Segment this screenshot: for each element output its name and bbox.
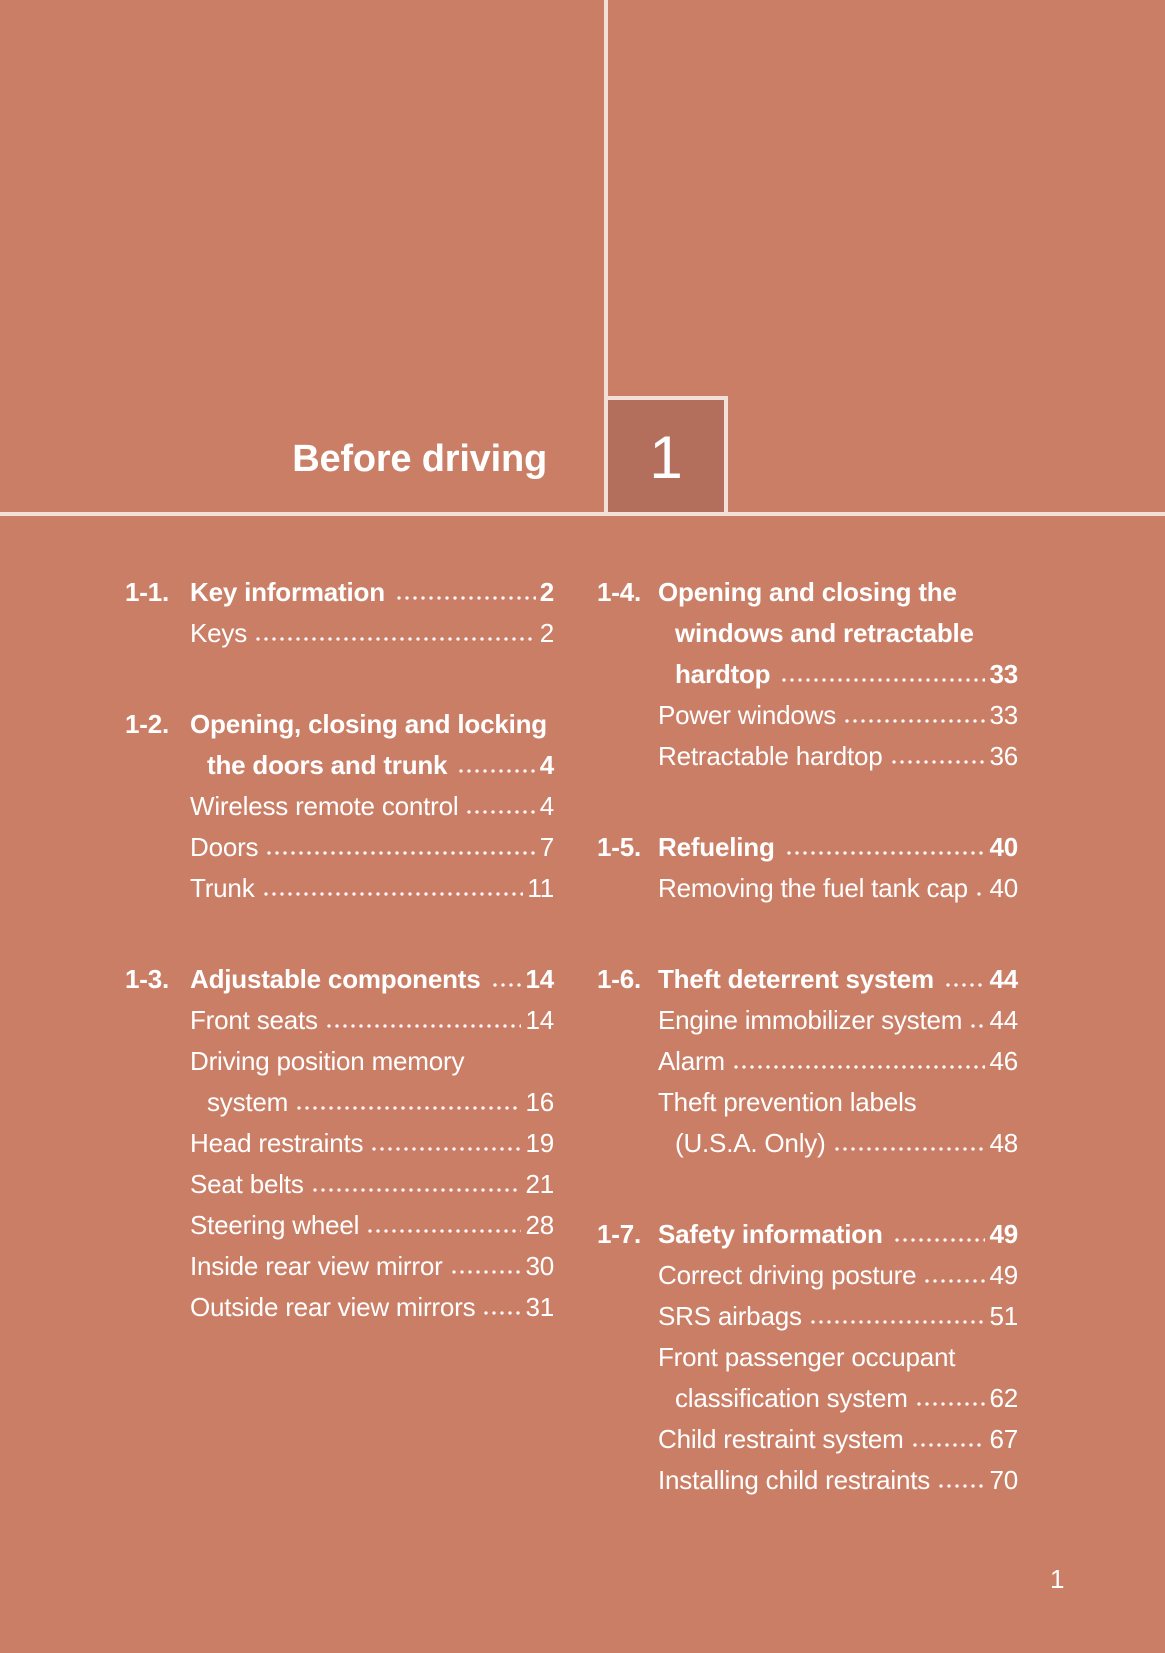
item-title-line: Steering wheel — [190, 1210, 360, 1240]
dot-leader — [923, 1278, 985, 1284]
toc-item-row — [125, 1205, 554, 1246]
toc-section — [597, 827, 1018, 909]
horizontal-rule — [0, 512, 1165, 516]
section-number: 1-3. — [125, 964, 170, 994]
page-ref: 14 — [525, 1005, 554, 1035]
section-number: 1-7. — [597, 1219, 642, 1249]
section-title-line: Opening, closing and locking — [190, 709, 547, 739]
toc-item-row — [597, 1337, 1018, 1378]
item-title-line: Installing child restraints — [658, 1465, 931, 1495]
toc-item-row — [125, 613, 554, 654]
toc-item-row — [597, 1041, 1018, 1082]
page-ref: 28 — [525, 1210, 554, 1240]
section-title-line: Refueling — [658, 832, 775, 862]
toc-heading-row — [125, 572, 554, 613]
dot-leader — [465, 809, 535, 815]
dot-leader — [809, 1319, 986, 1325]
item-title-line: Child restraint system — [658, 1424, 904, 1454]
page-ref: 36 — [989, 741, 1018, 771]
section-title-line: the doors and trunk — [207, 750, 448, 780]
toc-item-row — [597, 736, 1018, 777]
toc-item-row — [125, 868, 554, 909]
page-ref: 30 — [525, 1251, 554, 1281]
toc-heading-row — [597, 959, 1018, 1000]
item-title-line: Keys — [190, 618, 248, 648]
item-title-line: Engine immobilizer system — [658, 1005, 963, 1035]
toc-heading-row — [597, 572, 1018, 613]
section-title-line: hardtop — [675, 659, 771, 689]
toc-section — [597, 572, 1018, 777]
toc-heading-row — [597, 1214, 1018, 1255]
item-title-line: Power windows — [658, 700, 837, 730]
toc-item-row — [125, 1041, 554, 1082]
page-ref: 62 — [989, 1383, 1018, 1413]
chapter-title: Before driving — [292, 438, 547, 480]
page-ref: 40 — [989, 832, 1018, 862]
dot-leader — [295, 1105, 521, 1111]
dot-leader — [893, 1237, 986, 1243]
section-number: 1-4. — [597, 577, 642, 607]
dot-leader — [785, 850, 986, 856]
item-title-line: Front seats — [190, 1005, 318, 1035]
toc-item-row — [125, 1000, 554, 1041]
section-title-line: windows and retractable — [675, 618, 974, 648]
item-title-line: Inside rear view mirror — [190, 1251, 443, 1281]
page-ref: 49 — [989, 1260, 1018, 1290]
dot-leader — [265, 850, 535, 856]
item-title-line: system — [207, 1087, 289, 1117]
page-ref: 33 — [989, 700, 1018, 730]
item-title-line: Driving position memory — [190, 1046, 465, 1076]
dot-leader — [491, 982, 522, 988]
toc-item-row — [597, 1296, 1018, 1337]
page-ref: 44 — [989, 964, 1018, 994]
page-ref: 70 — [989, 1465, 1018, 1495]
dot-leader — [944, 982, 986, 988]
dot-leader — [311, 1187, 522, 1193]
toc-item-row — [125, 1287, 554, 1328]
toc-section — [597, 959, 1018, 1164]
toc-item-row — [597, 1460, 1018, 1501]
toc-item-row — [125, 1246, 554, 1287]
toc-section — [125, 704, 554, 909]
toc-item-row — [597, 1419, 1018, 1460]
dot-leader — [780, 677, 985, 683]
item-title-line: Trunk — [190, 873, 255, 903]
item-title-line: Wireless remote control — [190, 791, 459, 821]
item-title-line: Correct driving posture — [658, 1260, 917, 1290]
page-ref: 48 — [989, 1128, 1018, 1158]
toc-heading-row — [125, 704, 554, 745]
item-title-line: Retractable hardtop — [658, 741, 883, 771]
toc-item-row — [597, 1082, 1018, 1123]
item-title-line: Head restraints — [190, 1128, 364, 1158]
toc-item-row — [597, 1000, 1018, 1041]
dot-leader — [915, 1401, 986, 1407]
section-number: 1-2. — [125, 709, 170, 739]
toc-item-row — [125, 1123, 554, 1164]
toc-item-row — [597, 868, 1018, 909]
toc-item-row — [597, 1378, 1018, 1419]
toc-section — [125, 572, 554, 654]
toc-item-row — [125, 827, 554, 868]
page-ref: 51 — [989, 1301, 1018, 1331]
dot-leader — [937, 1483, 985, 1489]
dot-leader — [254, 636, 536, 642]
toc-item-row — [125, 786, 554, 827]
toc-section — [125, 959, 554, 1328]
dot-leader — [969, 1023, 985, 1029]
toc-left-column — [125, 572, 554, 1328]
section-title-line: Theft deterrent system — [658, 964, 934, 994]
page-ref: 44 — [989, 1005, 1018, 1035]
page-ref: 67 — [989, 1424, 1018, 1454]
page-ref: 21 — [525, 1169, 554, 1199]
page-ref: 49 — [989, 1219, 1018, 1249]
section-title-line: Opening and closing the — [658, 577, 957, 607]
dot-leader — [325, 1023, 522, 1029]
toc-heading-row — [597, 827, 1018, 868]
page-ref: 40 — [989, 873, 1018, 903]
page-ref: 14 — [525, 964, 554, 994]
toc-item-row — [597, 1255, 1018, 1296]
section-number: 1-5. — [597, 832, 642, 862]
page-ref: 31 — [525, 1292, 554, 1322]
item-title-line: Front passenger occupant — [658, 1342, 956, 1372]
dot-leader — [833, 1146, 986, 1152]
chapter-number: 1 — [649, 424, 683, 491]
toc-heading-row — [125, 745, 554, 786]
dot-leader — [370, 1146, 521, 1152]
dot-leader — [890, 759, 986, 765]
item-title-line: Seat belts — [190, 1169, 304, 1199]
page-ref: 4 — [539, 791, 554, 821]
dot-leader — [366, 1228, 521, 1234]
toc-right-column — [597, 572, 1018, 1501]
dot-leader — [262, 891, 524, 897]
page-ref: 16 — [525, 1087, 554, 1117]
dot-leader — [975, 891, 986, 897]
toc-item-row — [125, 1164, 554, 1205]
section-title-line: Adjustable components — [190, 964, 481, 994]
toc-heading-row — [597, 613, 1018, 654]
item-title-line: classification system — [675, 1383, 908, 1413]
dot-leader — [732, 1064, 986, 1070]
item-title-line: Theft prevention labels — [658, 1087, 917, 1117]
dot-leader — [843, 718, 985, 724]
page-ref: 4 — [539, 750, 554, 780]
toc-section — [597, 1214, 1018, 1501]
dot-leader — [395, 595, 536, 601]
section-title-line: Safety information — [658, 1219, 883, 1249]
vertical-rule — [604, 0, 608, 398]
section-title-line: Key information — [190, 577, 385, 607]
toc-heading-row — [125, 959, 554, 1000]
dot-leader — [450, 1269, 522, 1275]
dot-leader — [482, 1310, 521, 1316]
toc-item-row — [125, 1082, 554, 1123]
item-title-line: (U.S.A. Only) — [675, 1128, 826, 1158]
section-number: 1-6. — [597, 964, 642, 994]
page-ref: 11 — [527, 873, 554, 903]
footer-page-number: 1 — [1050, 1564, 1065, 1594]
section-number: 1-1. — [125, 577, 170, 607]
item-title-line: Removing the fuel tank cap — [658, 873, 968, 903]
toc-heading-row — [597, 654, 1018, 695]
dot-leader — [911, 1442, 986, 1448]
chapter-number-box — [604, 396, 728, 516]
item-title-line: Outside rear view mirrors — [190, 1292, 476, 1322]
page-ref: 46 — [989, 1046, 1018, 1076]
item-title-line: SRS airbags — [658, 1301, 802, 1331]
item-title-line: Alarm — [658, 1046, 725, 1076]
dot-leader — [457, 768, 535, 774]
item-title-line: Doors — [190, 832, 259, 862]
page-ref: 2 — [539, 577, 554, 607]
page-ref: 19 — [525, 1128, 554, 1158]
page-ref: 7 — [539, 832, 554, 862]
toc-item-row — [597, 695, 1018, 736]
page-ref: 33 — [989, 659, 1018, 689]
toc-item-row — [597, 1123, 1018, 1164]
page-ref: 2 — [539, 618, 554, 648]
